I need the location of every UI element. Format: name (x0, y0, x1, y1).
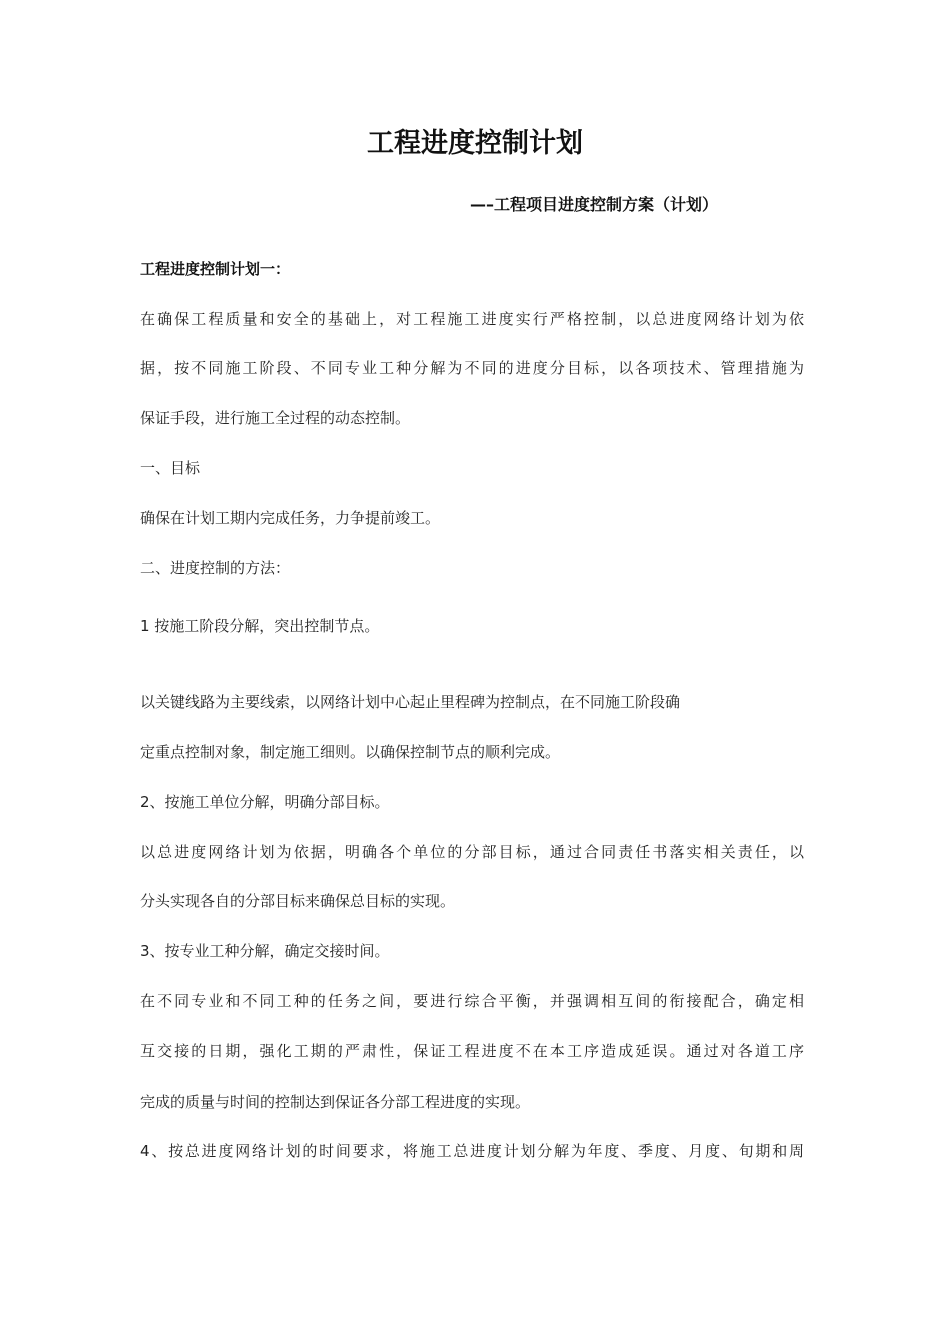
paragraph-line: 确保在计划工期内完成任务，力争提前竣工。 (140, 509, 441, 527)
method-item: 4、按总进度网络计划的时间要求，将施工总进度计划分解为年度、季度、月度、旬期和周 (140, 1142, 804, 1160)
heading-goal: 一、目标 (140, 459, 201, 477)
document-title: 工程进度控制计划 (367, 128, 583, 159)
paragraph-line: 在确保工程质量和安全的基础上，对工程施工进度实行严格控制，以总进度网络计划为依 (140, 310, 804, 328)
document-subtitle: —–工程项目进度控制方案（计划） (470, 195, 719, 214)
paragraph-line: 以总进度网络计划为依据，明确各个单位的分部目标，通过合同责任书落实相关责任，以 (140, 843, 804, 861)
paragraph-line: 保证手段，进行施工全过程的动态控制。 (140, 409, 411, 427)
section-heading: 工程进度控制计划一： (140, 260, 291, 278)
paragraph-line: 互交接的日期，强化工期的严肃性，保证工程进度不在本工序造成延误。通过对各道工序 (140, 1042, 804, 1060)
paragraph-line: 完成的质量与时间的控制达到保证各分部工程进度的实现。 (140, 1093, 531, 1111)
method-item: 1 按施工阶段分解，突出控制节点。 (140, 617, 380, 635)
method-item: 3、按专业工种分解，确定交接时间。 (140, 942, 390, 960)
heading-methods: 二、进度控制的方法： (140, 559, 291, 577)
method-item: 2、按施工单位分解，明确分部目标。 (140, 793, 390, 811)
paragraph-line: 定重点控制对象，制定施工细则。以确保控制节点的顺利完成。 (140, 743, 561, 761)
paragraph-line: 在不同专业和不同工种的任务之间，要进行综合平衡，并强调相互间的衔接配合，确定相 (140, 992, 804, 1010)
paragraph-line: 分头实现各自的分部目标来确保总目标的实现。 (140, 892, 456, 910)
paragraph-line: 以关键线路为主要线索，以网络计划中心起止里程碑为控制点，在不同施工阶段确 (140, 693, 681, 711)
paragraph-line: 据，按不同施工阶段、不同专业工种分解为不同的进度分目标，以各项技术、管理措施为 (140, 359, 804, 377)
